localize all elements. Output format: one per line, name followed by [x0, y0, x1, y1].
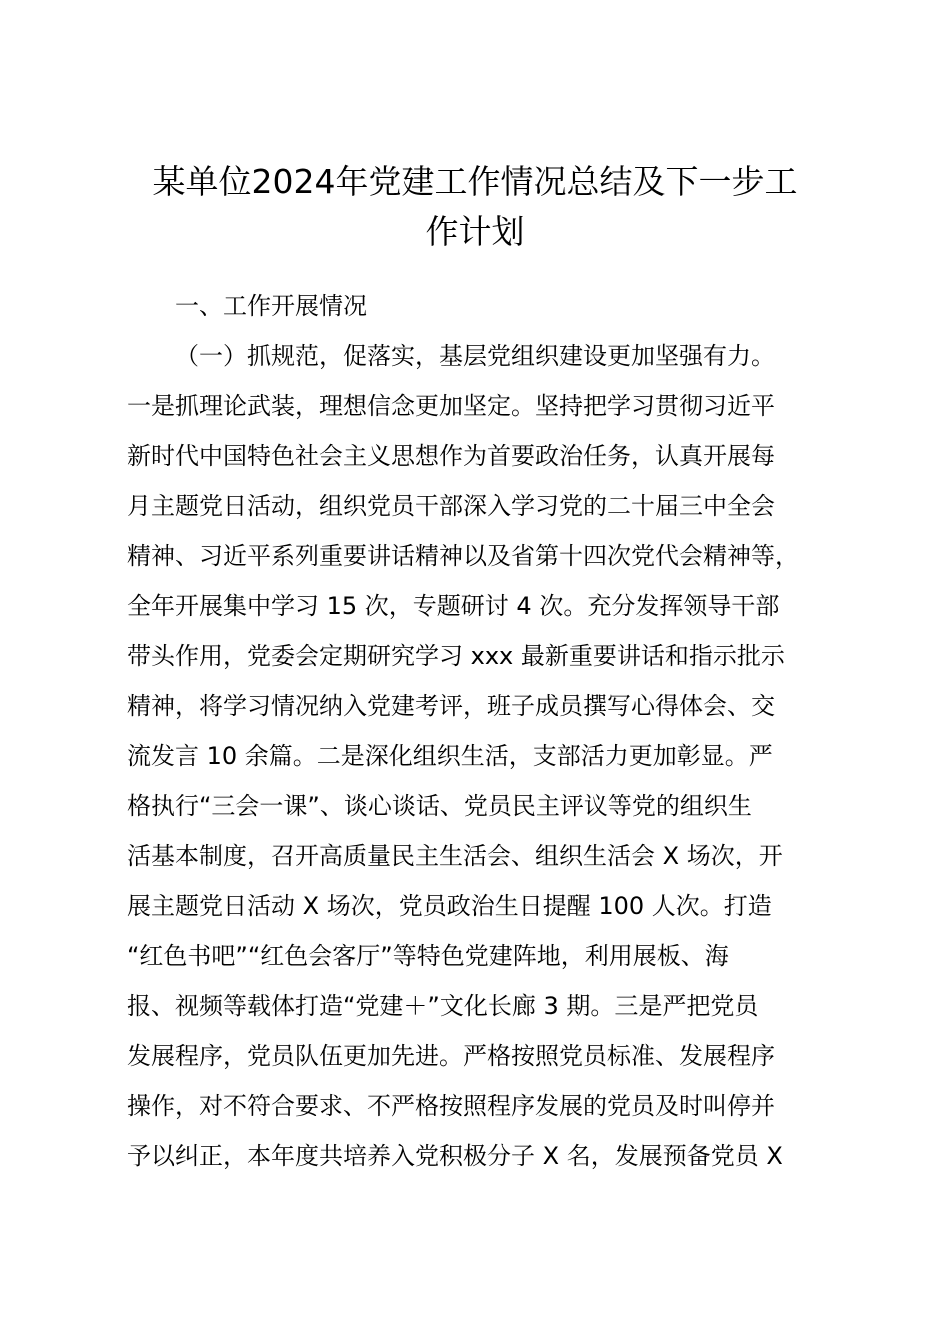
body-line: 月主题党日活动，组织党员干部深入学习党的二十届三中全会	[127, 492, 775, 520]
document-title-line-1: 某单位2024年党建工作情况总结及下一步工	[152, 162, 798, 201]
body-line: 展主题党日活动 X 场次，党员政治生日提醒 100 人次。打造	[127, 892, 772, 920]
body-line: 精神，将学习情况纳入党建考评，班子成员撰写心得体会、交	[127, 692, 775, 720]
body-line: 格执行“三会一课”、谈心谈话、党员民主评议等党的组织生	[127, 792, 752, 820]
body-line: 活基本制度，召开高质量民主生活会、组织生活会 X 场次，开	[127, 842, 783, 870]
document-title-line-2: 作计划	[425, 212, 525, 251]
body-line: 流发言 10 余篇。二是深化组织生活，支部活力更加彰显。严	[127, 742, 773, 770]
body-line: “红色书吧”“红色会客厅”等特色党建阵地，利用展板、海	[127, 942, 729, 970]
body-line: 新时代中国特色社会主义思想作为首要政治任务，认真开展每	[127, 442, 775, 470]
body-line: 全年开展集中学习 15 次，专题研讨 4 次。充分发挥领导干部	[127, 592, 780, 620]
subsection-heading: （一）抓规范，促落实，基层党组织建设更加坚强有力。	[175, 342, 775, 370]
body-line: 精神、习近平系列重要讲话精神以及省第十四次党代会精神等，	[127, 542, 799, 570]
body-line: 带头作用，党委会定期研究学习 xxx 最新重要讲话和指示批示	[127, 642, 785, 670]
body-line: 操作，对不符合要求、不严格按照程序发展的党员及时叫停并	[127, 1092, 775, 1120]
body-line: 发展程序，党员队伍更加先进。严格按照党员标准、发展程序	[127, 1042, 775, 1070]
body-line: 报、视频等载体打造“党建＋”文化长廊 3 期。三是严把党员	[127, 992, 759, 1020]
body-line: 一是抓理论武装，理想信念更加坚定。坚持把学习贯彻习近平	[127, 392, 775, 420]
body-line: 予以纠正，本年度共培养入党积极分子 X 名，发展预备党员 X	[127, 1142, 783, 1170]
section-heading: 一、工作开展情况	[175, 292, 367, 320]
